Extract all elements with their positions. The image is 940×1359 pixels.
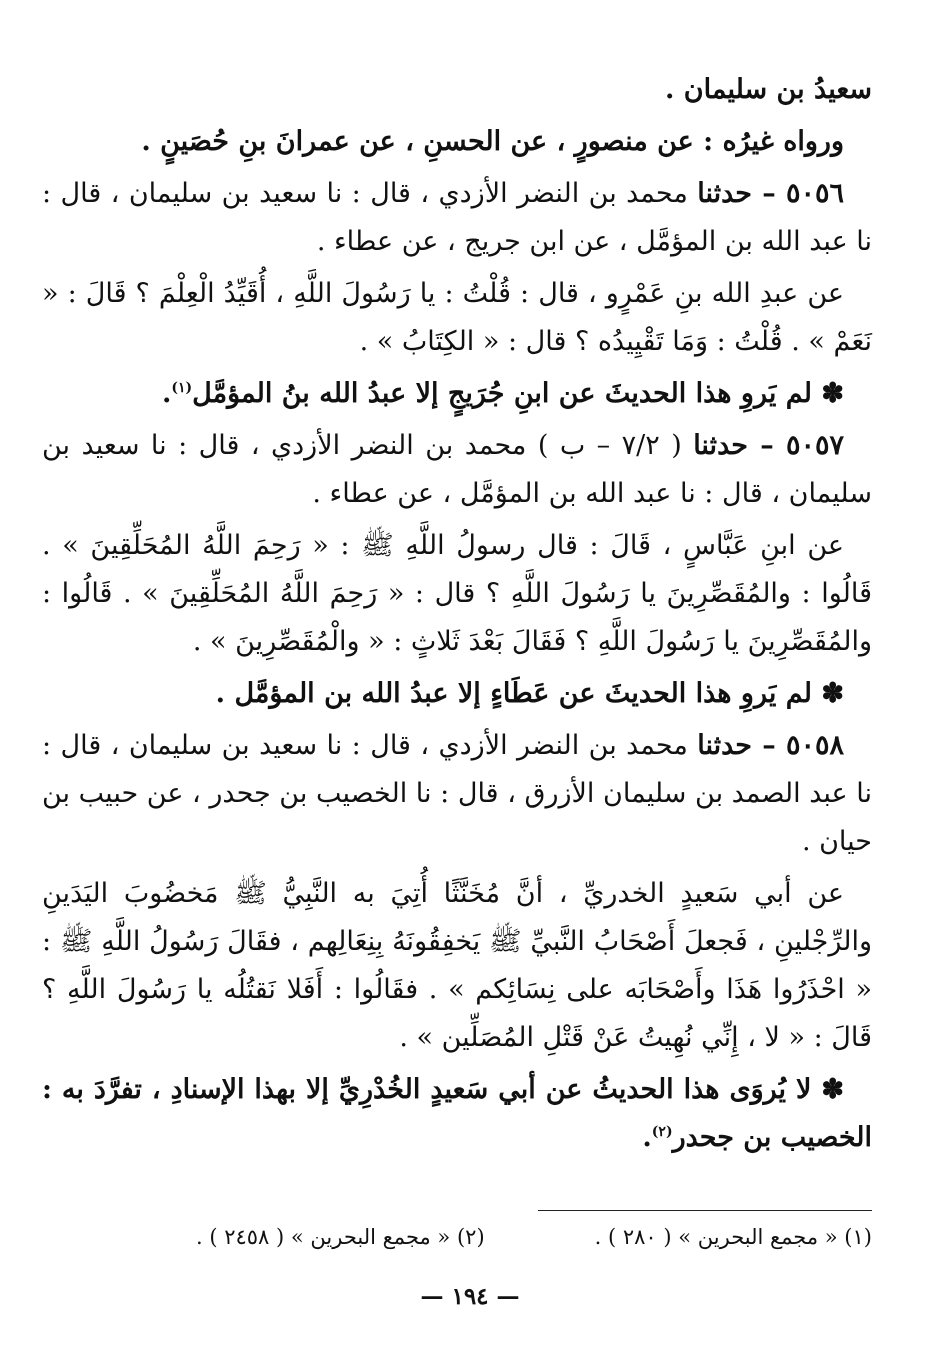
- paragraph-text: محمد بن النضر الأزدي ، قال : نا سعيد بن سليمان ، قال : نا عبد الله بن المؤمَّل ، عن ابن جريج ، عن عطاء .: [42, 178, 872, 257]
- text-paragraph: [42, 66, 872, 114]
- footnotes: [60, 1220, 872, 1254]
- text-paragraph: [42, 270, 872, 366]
- footnote-divider: [538, 1210, 872, 1211]
- commentary-paragraph: [42, 370, 872, 418]
- paragraph-text: ورواه غيرُه : عن منصورٍ ، عن الحسنِ ، عن عمرانَ بنِ حُصَينٍ .: [141, 126, 844, 157]
- paragraph-text: عن ابنِ عَبَّاسٍ ، قَالَ : قال رسولُ اللَّهِ ﷺ : « رَحِمَ اللَّهُ المُحَلِّقِينَ » . قَالُوا : والمُقَصِّرِينَ يا رَسُولَ اللَّهِ ؟ قال : « رَحِمَ اللَّهُ المُحَلِّقِينَ » . قَالُوا : والمُقَصِّرِينَ يا رَسُولَ اللَّهِ ؟ فَقَالَ بَعْدَ ثَلاثٍ : « والْمُقَصِّرِينَ » .: [42, 530, 872, 657]
- paragraph-text: سعيدُ بن سليمان .: [664, 74, 872, 105]
- text-paragraph: [42, 118, 872, 166]
- footnote-marker: (١): [171, 380, 193, 396]
- hadith-paragraph: [42, 422, 872, 518]
- hadith-number: ٥٠٥٨ – حدثنا: [697, 730, 844, 761]
- footnote-marker: (٢): [651, 1124, 673, 1140]
- footnote-2: (٢) « مجمع البحرين » ( ٢٤٥٨ ) .: [196, 1225, 485, 1249]
- hadith-number: ٥٠٥٧ – حدثنا: [693, 430, 844, 461]
- paragraph-text: محمد بن النضر الأزدي ، قال : نا سعيد بن سليمان ، قال : نا عبد الصمد بن سليمان الأزرق ، قال : نا الخصيب بن جحدر ، عن حبيب بن حيان .: [42, 730, 872, 857]
- hadith-number: ٥٠٥٦ – حدثنا: [697, 178, 844, 209]
- paragraph-end: .: [642, 1122, 652, 1153]
- main-text: [42, 66, 872, 1166]
- page-number: — ١٩٤ —: [420, 1283, 520, 1310]
- paragraph-text: عن أبي سَعيدٍ الخدريِّ ، أنَّ مُخَنَّثًا أُتِيَ به النَّبِيُّ ﷺ مَخضُوبَ اليَدَينِ والرِّجْلينِ ، فَجعلَ أَصْحَابُ النَّبيِّ ﷺ يَخفِقُونَهُ بِنِعَالِهم ، فقَالَ رَسُولُ اللَّهِ ﷺ : « احْذَرُوا هَذَا وأَصْحَابَه على نِسَائِكم » . فقَالُوا : أَفَلا نَقتُلُه يا رَسُولَ اللَّهِ ؟ قَالَ : « لا ، إِنِّي نُهِيتُ عَنْ قَتْلِ المُصَلِّين » .: [42, 878, 872, 1053]
- text-paragraph: [42, 870, 872, 1062]
- paragraph-text: ( ٧/٢ – ب ) محمد بن النضر الأزدي ، قال : نا سعيد بن سليمان ، قال : نا عبد الله بن المؤمَّل ، عن عطاء .: [42, 430, 872, 509]
- text-paragraph: [42, 522, 872, 666]
- paragraph-text: ✽ لم يَروِ هذا الحديثَ عن عَطَاءٍ إلا عبدُ الله بن المؤمَّل .: [215, 678, 844, 709]
- commentary-paragraph: [42, 670, 872, 718]
- paragraph-end: .: [161, 378, 172, 409]
- hadith-paragraph: [42, 170, 872, 266]
- paragraph-text: عن عبدِ الله بنِ عَمْرٍو ، قال : قُلْتُ : يا رَسُولَ اللَّهِ ، أُقَيِّدُ الْعِلْمَ ؟ قَالَ : « نَعَمْ » . قُلْتُ : وَمَا تَقْيِيدُه ؟ قال : « الكِتَابُ » .: [42, 278, 872, 357]
- hadith-paragraph: [42, 722, 872, 866]
- footnote-1: (١) « مجمع البحرين » ( ٢٨٠ ) .: [594, 1225, 872, 1249]
- commentary-paragraph: [42, 1066, 872, 1162]
- paragraph-text: ✽ لا يُروَى هذا الحديثُ عن أبي سَعيدٍ الخُدْرِيِّ إلا بهذا الإسنادِ ، تفرَّدَ به : الخصيب بن جحدر: [42, 1074, 872, 1153]
- paragraph-text: ✽ لم يَروِ هذا الحديثَ عن ابنِ جُرَيجٍ إلا عبدُ الله بنُ المؤمَّل: [192, 378, 844, 409]
